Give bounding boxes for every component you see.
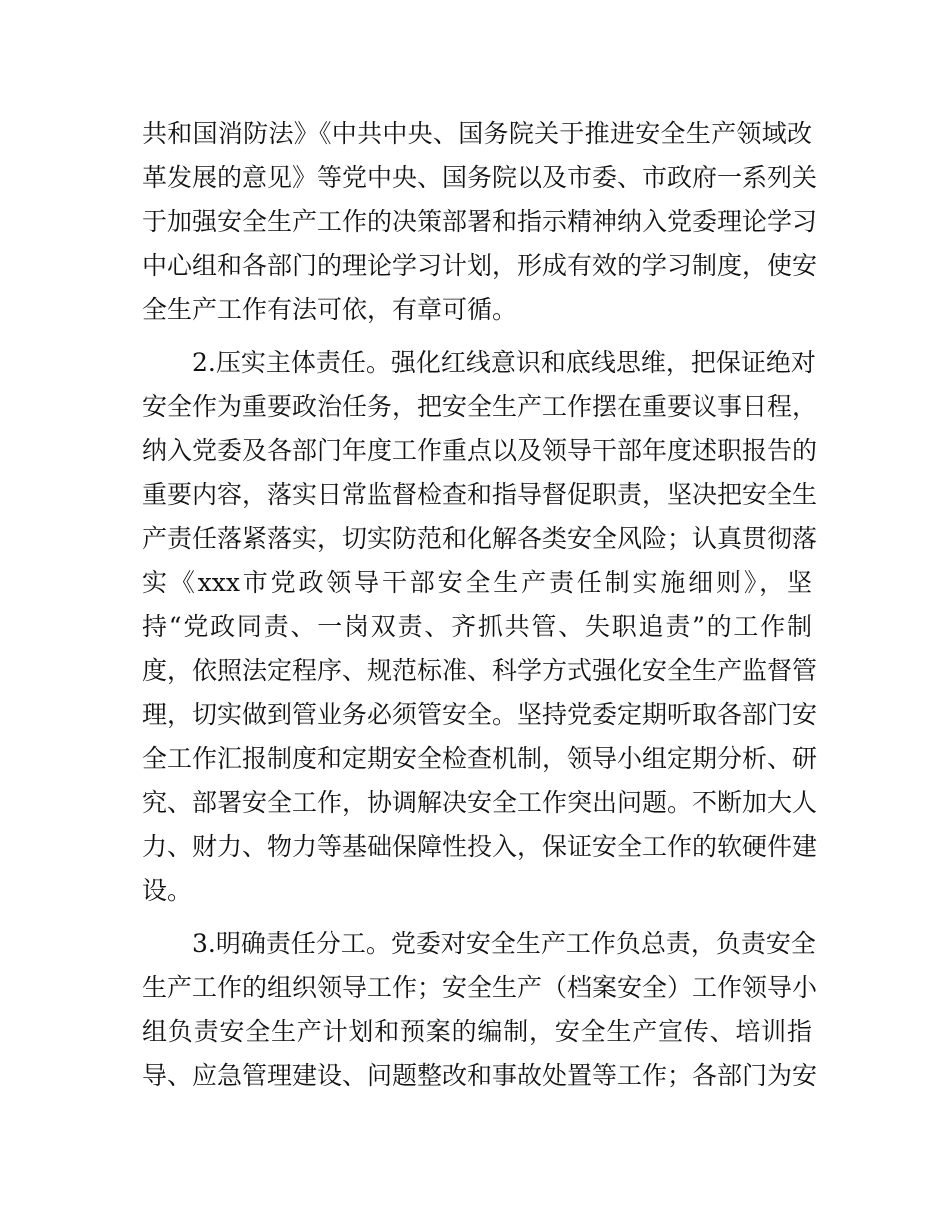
paragraph-2: [142, 341, 818, 913]
text-line: 革发展的意见》等党中央、国务院以及市委、市政府一系列关: [142, 163, 818, 192]
text-line: 持“党政同责、一岗双责、齐抓共管、失职追责”的工作制: [142, 612, 812, 641]
text-line: 力、财力、物力等基础保障性投入，保证安全工作的软硬件建: [142, 832, 818, 861]
text-line: 于加强安全生产工作的决策部署和指示精神纳入党委理论学习: [142, 207, 818, 236]
text-line: 2.压实主体责任。强化红线意识和底线思维，把保证绝对: [192, 348, 816, 377]
text-line: 安全作为重要政治任务，把安全生产工作摆在重要议事日程，: [142, 392, 818, 421]
text-line: 究、部署安全工作，协调解决安全工作突出问题。不断加大人: [142, 788, 818, 817]
text-line: 导、应急管理建设、问题整改和事故处置等工作；各部门为安: [142, 1061, 818, 1090]
text-line: 纳入党委及各部门年度工作重点以及领导干部年度述职报告的: [142, 436, 818, 465]
text-line: 设。: [142, 876, 193, 905]
text-line: 度，依照法定程序、规范标准、科学方式强化安全生产监督管: [142, 656, 818, 685]
text-line: 中心组和各部门的理论学习计划，形成有效的学习制度，使安: [142, 251, 818, 280]
text-line: 实《xxx市党政领导干部安全生产责任制实施细则》，坚: [142, 568, 812, 597]
document-body: [142, 112, 818, 1107]
text-line: 共和国消防法》《中共中央、国务院关于推进安全生产领域改: [142, 119, 812, 148]
text-line: 组负责安全生产计划和预案的编制，安全生产宣传、培训指: [142, 1017, 812, 1046]
paragraph-3: [142, 922, 818, 1098]
text-line: 全工作汇报制度和定期安全检查机制，领导小组定期分析、研: [142, 744, 818, 773]
text-line: 生产工作的组织领导工作；安全生产（档案安全）工作领导小: [142, 973, 818, 1002]
text-line: 产责任落紧落实，切实防范和化解各类安全风险；认真贯彻落: [142, 524, 818, 553]
text-line: 3.明确责任分工。党委对安全生产工作负总责，负责安全: [192, 929, 816, 958]
text-line: 全生产工作有法可依，有章可循。: [142, 295, 518, 324]
text-line: 理，切实做到管业务必须管安全。坚持党委定期听取各部门安: [142, 700, 818, 729]
text-line: 重要内容，落实日常监督检查和指导督促职责，坚决把安全生: [142, 480, 818, 509]
paragraph-1: [142, 112, 818, 332]
